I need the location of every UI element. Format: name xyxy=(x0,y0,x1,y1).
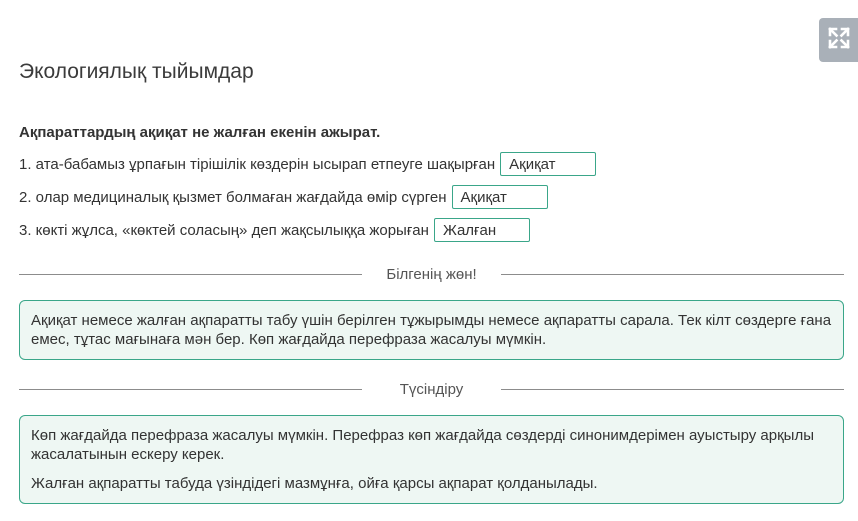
question-row xyxy=(19,184,548,210)
explanation-heading: Түсіндіру xyxy=(399,380,464,398)
explanation-paragraph: Жалған ақпаратты табуда үзіндідегі мазмұнға, ойға қарсы ақпарат қолданылады. xyxy=(31,475,598,492)
page-title: Экологиялық тыйымдар xyxy=(19,60,254,83)
hint-heading: Білгенің жөн! xyxy=(386,265,477,283)
question-text: 1. ата-бабамыз ұрпағын тірішілік көздерін ысырап етпеуге шақырған xyxy=(19,155,496,173)
explanation-paragraph: Көп жағдайда перефраза жасалуы мүмкін. Перефраз көп жағдайда сөздерді синонимдерімен ауыстыру арқылы жасалатынын ескеру керек. xyxy=(31,427,814,463)
answer-box[interactable]: Ақиқат xyxy=(452,185,548,209)
divider-line xyxy=(19,389,362,390)
divider-line xyxy=(19,274,362,275)
question-row xyxy=(19,217,530,243)
divider-line xyxy=(501,389,844,390)
question-row xyxy=(19,151,596,177)
question-text: 2. олар медициналық қызмет болмаған жағдайда өмір сүрген xyxy=(19,188,447,206)
explanation-divider xyxy=(19,379,844,399)
question-text: 3. көкті жұлса, «көктей соласың» деп жақсылыққа жорыған xyxy=(19,221,429,239)
explanation-panel xyxy=(19,415,844,504)
fullscreen-expand-icon xyxy=(827,26,851,55)
instruction: Ақпараттардың ақиқат не жалған екенін ажырат. xyxy=(19,124,381,141)
hint-panel xyxy=(19,300,844,360)
answer-box[interactable]: Жалған xyxy=(434,218,530,242)
fullscreen-button[interactable] xyxy=(819,18,858,62)
answer-box[interactable]: Ақиқат xyxy=(500,152,596,176)
hint-divider xyxy=(19,264,844,284)
divider-line xyxy=(501,274,844,275)
hint-text: Ақиқат немесе жалған ақпаратты табу үшін берілген тұжырымды немесе ақпаратты сарала. Тек кілт сөздерге ғана емес, тұтас мағынаға мән бер. Көп жағдайда перефраза жасалуы мүмкін. xyxy=(31,312,832,348)
